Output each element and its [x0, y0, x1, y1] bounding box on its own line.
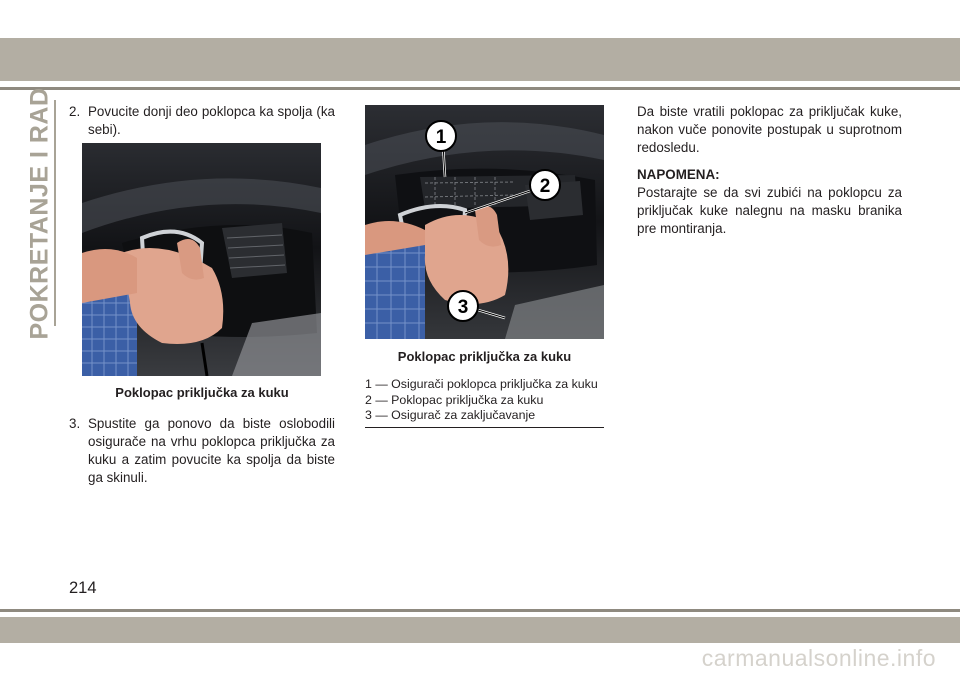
footer-band — [0, 617, 960, 643]
step-3 — [69, 415, 335, 487]
header-rule — [0, 87, 960, 90]
figure-2-legend — [365, 377, 604, 428]
step-3-text: Spustite ga ponovo da biste oslobodili osigurače na vrhu poklopca priključka za kuku a zatim povucite ka spolja da biste ga skinuli. — [88, 416, 335, 485]
middle-column — [365, 105, 604, 428]
legend-item-3: 3 — Osigurač za zaključavanje — [365, 408, 536, 422]
step-3-number: 3. — [69, 416, 81, 431]
figure-2-caption: Poklopac priključka za kuku — [397, 349, 572, 364]
callout-1: 1 — [435, 127, 447, 148]
step-2-text: Povucite donji deo poklopca ka spolja (ka sebi). — [88, 104, 335, 137]
section-tab-label: POKRETANJE I RAD — [25, 86, 54, 340]
bumper-photo-1 — [82, 143, 321, 376]
note-text: Postarajte se da svi zubići na poklopcu za priključak kuke nalegnu na masku branika pre montiranja. — [637, 185, 902, 236]
watermark: carmanualsonline.info — [701, 645, 936, 671]
note-title: NAPOMENA: — [637, 167, 720, 182]
bumper-photo-2 — [365, 105, 604, 339]
section-tab — [22, 86, 58, 340]
right-column — [637, 103, 902, 238]
footer-rule — [0, 609, 960, 612]
legend-item-1: 1 — Osigurači poklopca priključka za kuku — [365, 377, 598, 391]
reinstall-text: Da biste vratili poklopac za priključak kuke, nakon vuče ponovite postupak u suprotnom redosledu. — [637, 104, 902, 155]
figure-1-photo — [82, 143, 321, 376]
section-tab-rule — [54, 100, 56, 326]
left-column — [69, 103, 335, 487]
legend-item-2: 2 — Poklopac priključka za kuku — [365, 392, 544, 407]
figure-2-photo — [365, 105, 604, 339]
legend-rule — [365, 427, 604, 428]
figure-1-caption: Poklopac priključka za kuku — [115, 385, 289, 400]
step-2 — [69, 103, 335, 139]
header-band — [0, 38, 960, 81]
callout-3: 3 — [457, 297, 469, 318]
step-2-number: 2. — [69, 104, 81, 119]
page-number: 214 — [69, 579, 97, 597]
callout-2: 2 — [539, 176, 551, 197]
